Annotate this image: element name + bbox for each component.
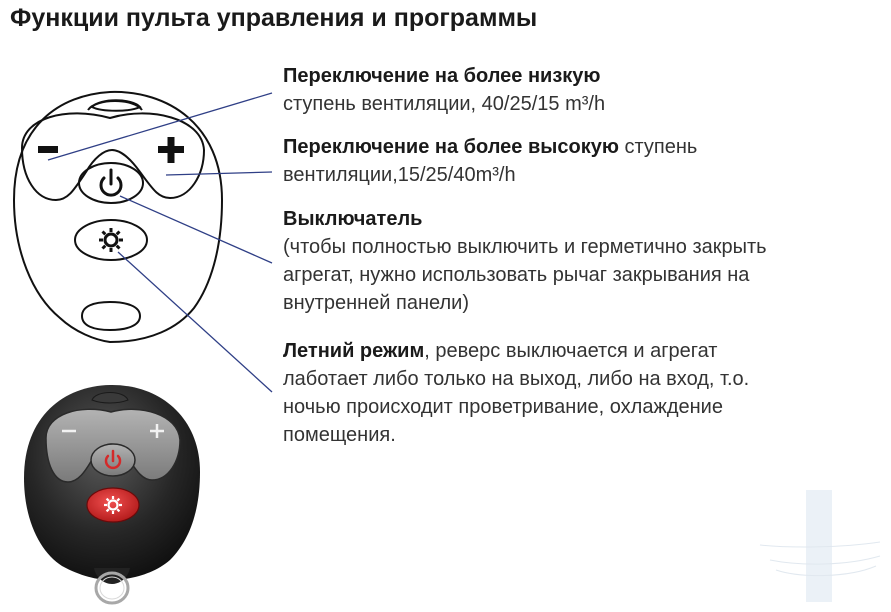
sun-icon	[99, 228, 123, 252]
function-heading-tail: , реверс выключается и агрегат	[424, 340, 718, 362]
speed-buttons-outline	[22, 113, 204, 200]
fob-bottom-lug	[94, 568, 130, 584]
minus-icon	[38, 146, 58, 153]
power-icon	[101, 170, 121, 195]
plus-icon	[158, 137, 184, 163]
function-text: лаботает либо только на выход, либо на вход, т.о.	[283, 368, 750, 390]
bottom-slot-outline	[82, 302, 140, 330]
summer-button-outline	[75, 220, 147, 260]
function-heading: Переключение на более низкую	[283, 65, 601, 87]
function-text: помещения.	[283, 424, 396, 446]
function-heading-tail: ступень	[618, 136, 698, 158]
leader-line-summer	[118, 252, 272, 392]
function-text: (чтобы полностью выключить и герметично закрыть	[283, 236, 767, 258]
function-heading: Переключение на более высокую	[283, 136, 619, 158]
function-heading: Летний режим	[283, 340, 425, 362]
function-text: ночью происходит проветривание, охлаждение	[283, 396, 723, 418]
function-text: вентиляции,15/25/40m³/h	[283, 164, 516, 186]
leader-lines	[48, 93, 272, 392]
fob-summer-button	[87, 488, 139, 522]
function-text: внутренней панели)	[283, 292, 469, 314]
remote-outline	[14, 92, 222, 342]
function-heading: Выключатель	[283, 208, 423, 230]
remote-diagram	[14, 92, 222, 342]
watermark-logo	[760, 490, 880, 602]
page-title: Функции пульта управления и программы	[10, 4, 538, 32]
remote-photo	[24, 385, 200, 603]
function-text: агрегат, нужно использовать рычаг закрывания на	[283, 264, 750, 286]
function-text: ступень вентиляции, 40/25/15 m³/h	[283, 93, 606, 115]
